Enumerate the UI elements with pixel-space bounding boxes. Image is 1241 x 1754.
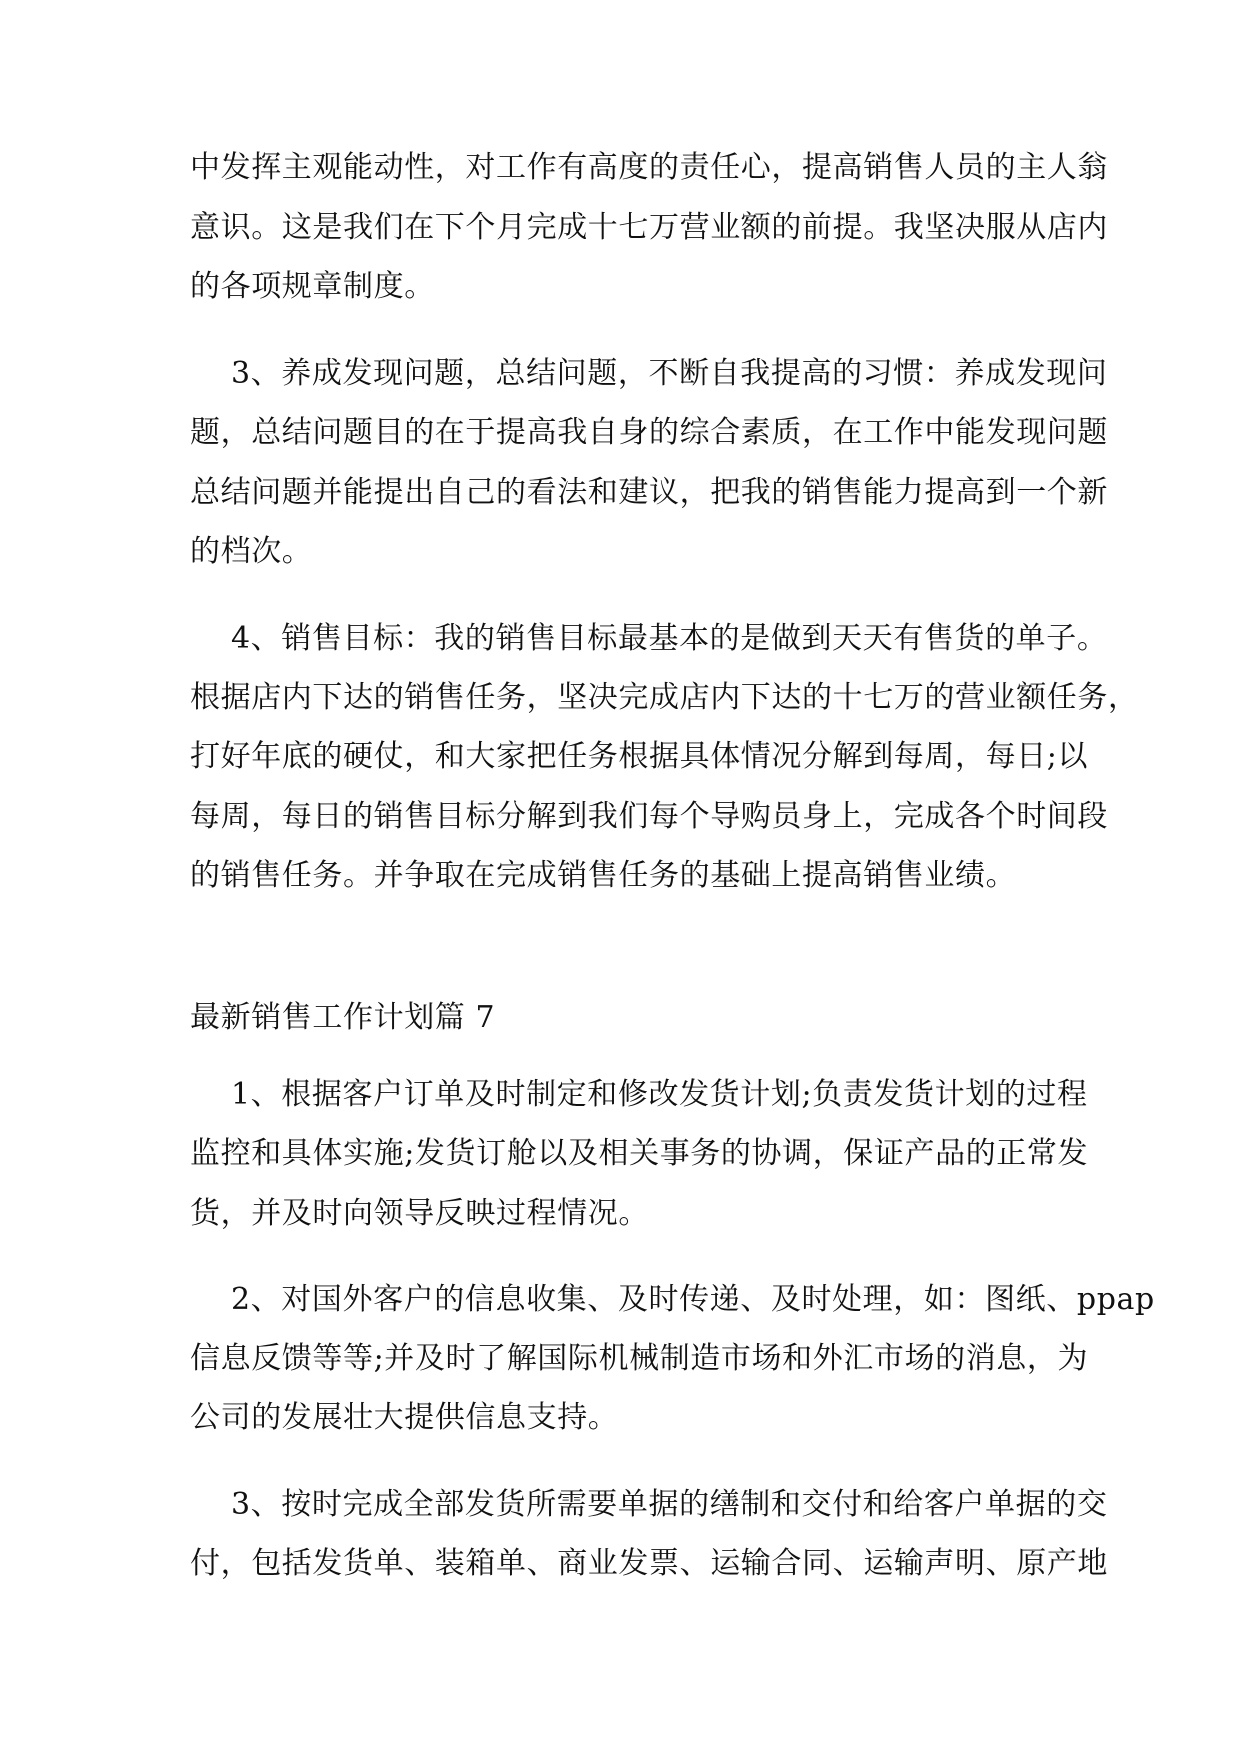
text-line: 的档次。	[190, 534, 313, 569]
text-line: 每周，每日的销售目标分解到我们每个导购员身上，完成各个时间段	[190, 799, 1108, 834]
text-line: 货，并及时向领导反映过程情况。	[190, 1196, 649, 1231]
text-line: 2、对国外客户的信息收集、及时传递、及时处理，如：图纸、ppap	[231, 1282, 1155, 1317]
text-line: 3、养成发现问题，总结问题，不断自我提高的习惯：养成发现问	[231, 356, 1108, 391]
text-line: 题，总结问题目的在于提高我自身的综合素质，在工作中能发现问题	[190, 415, 1108, 450]
text-line: 的销售任务。并争取在完成销售任务的基础上提高销售业绩。	[190, 858, 1017, 893]
text-line: 总结问题并能提出自己的看法和建议，把我的销售能力提高到一个新	[190, 475, 1108, 510]
text-line: 1、根据客户订单及时制定和修改发货计划;负责发货计划的过程	[231, 1077, 1088, 1112]
text-line: 中发挥主观能动性，对工作有高度的责任心，提高销售人员的主人翁	[190, 150, 1108, 185]
text-line: 根据店内下达的销售任务，坚决完成店内下达的十七万的营业额任务，	[190, 680, 1139, 715]
text-line: 信息反馈等等;并及时了解国际机械制造市场和外汇市场的消息，为	[190, 1341, 1089, 1376]
text-line: 公司的发展壮大提供信息支持。	[190, 1400, 619, 1435]
text-line: 付，包括发货单、装箱单、商业发票、运输合同、运输声明、原产地	[190, 1546, 1108, 1581]
text-line: 的各项规章制度。	[190, 269, 435, 304]
text-line: 打好年底的硬仗，和大家把任务根据具体情况分解到每周，每日;以	[190, 739, 1089, 774]
text-line: 意识。这是我们在下个月完成十七万营业额的前提。我坚决服从店内	[190, 210, 1108, 245]
text-line: 4、销售目标：我的销售目标最基本的是做到天天有售货的单子。	[231, 621, 1108, 656]
text-line: 监控和具体实施;发货订舱以及相关事务的协调，保证产品的正常发	[190, 1136, 1089, 1171]
section-heading: 最新销售工作计划篇 7	[190, 1000, 496, 1035]
text-line: 3、按时完成全部发货所需要单据的缮制和交付和给客户单据的交	[231, 1487, 1108, 1522]
